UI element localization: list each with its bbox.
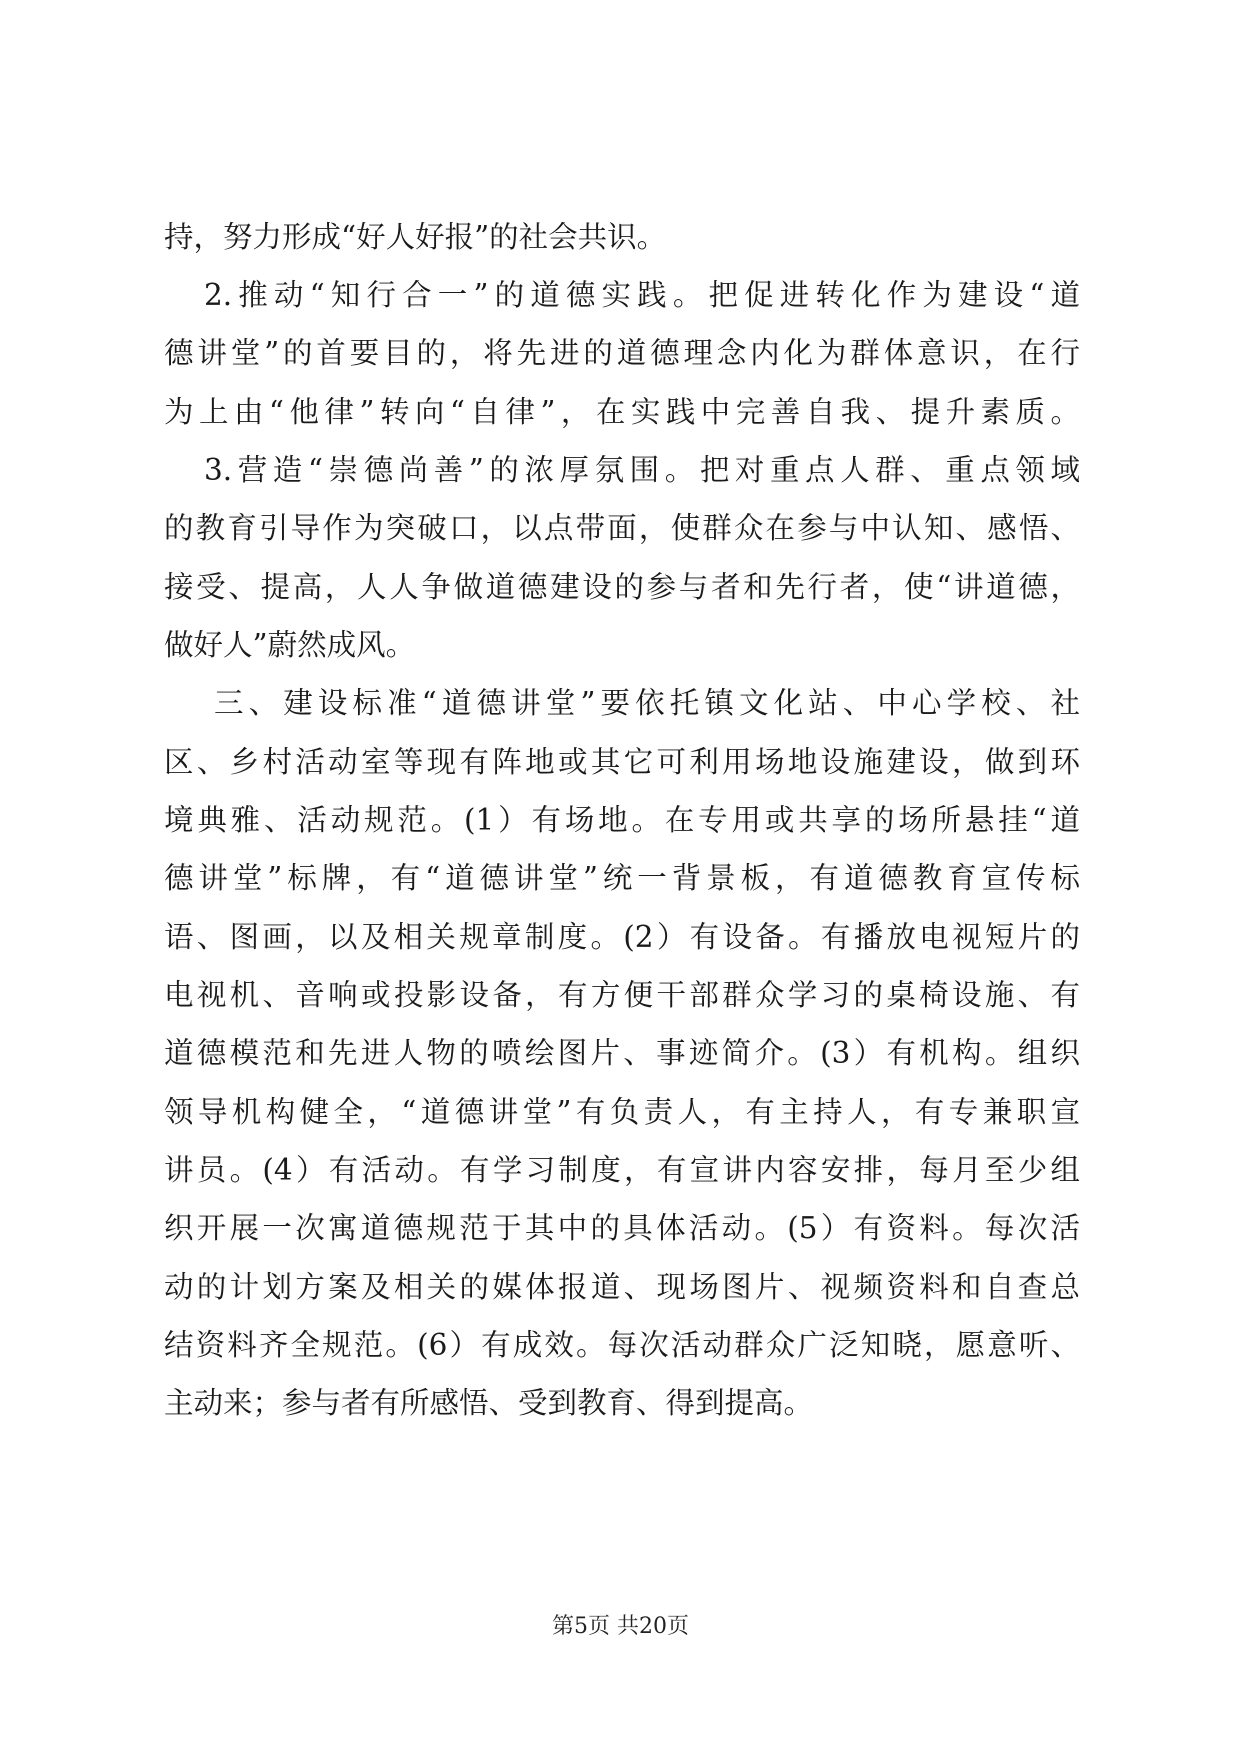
text-line: 领导机构健全，“道德讲堂”有负责人，有主持人，有专兼职宣 <box>164 1095 1080 1129</box>
text-line: 讲员。(4）有活动。有学习制度，有宣讲内容安排，每月至少组 <box>164 1153 1080 1187</box>
text-line: 道德模范和先进人物的喷绘图片、事迹简介。(3）有机构。组织 <box>164 1036 1080 1070</box>
text-line: 做好人”蔚然成风。 <box>164 628 416 662</box>
text-line: 接受、提高，人人争做道德建设的参与者和先行者，使“讲道德， <box>164 570 1080 604</box>
text-line: 动的计划方案及相关的媒体报道、现场图片、视频资料和自查总 <box>164 1270 1080 1304</box>
text-line: 境典雅、活动规范。(1）有场地。在专用或共享的场所悬挂“道 <box>164 803 1080 837</box>
text-line: 主动来；参与者有所感悟、受到教育、得到提高。 <box>164 1386 814 1420</box>
text-line: 3.营造“崇德尚善”的浓厚氛围。把对重点人群、重点领域 <box>204 453 1080 487</box>
text-line: 结资料齐全规范。(6）有成效。每次活动群众广泛知晓，愿意听、 <box>164 1328 1080 1362</box>
text-line: 织开展一次寓道德规范于其中的具体活动。(5）有资料。每次活 <box>164 1211 1080 1245</box>
page-footer: 第5页 共20页 <box>552 1614 689 1639</box>
text-line: 2.推动“知行合一”的道德实践。把促进转化作为建设“道 <box>204 278 1080 312</box>
text-line: 德讲堂”标牌，有“道德讲堂”统一背景板，有道德教育宣传标 <box>164 861 1080 895</box>
text-line: 区、乡村活动室等现有阵地或其它可利用场地设施建设，做到环 <box>164 745 1080 779</box>
text-line: 三、建设标准“道德讲堂”要依托镇文化站、中心学校、社 <box>214 686 1080 720</box>
text-line: 的教育引导作为突破口，以点带面，使群众在参与中认知、感悟、 <box>164 511 1080 545</box>
text-line: 持，努力形成“好人好报”的社会共识。 <box>164 220 667 254</box>
text-line: 为上由“他律”转向“自律”，在实践中完善自我、提升素质。 <box>164 395 1080 429</box>
text-line: 电视机、音响或投影设备，有方便干部群众学习的桌椅设施、有 <box>164 978 1080 1012</box>
text-line: 语、图画，以及相关规章制度。(2）有设备。有播放电视短片的 <box>164 920 1080 954</box>
text-line: 德讲堂”的首要目的，将先进的道德理念内化为群体意识，在行 <box>164 336 1080 370</box>
